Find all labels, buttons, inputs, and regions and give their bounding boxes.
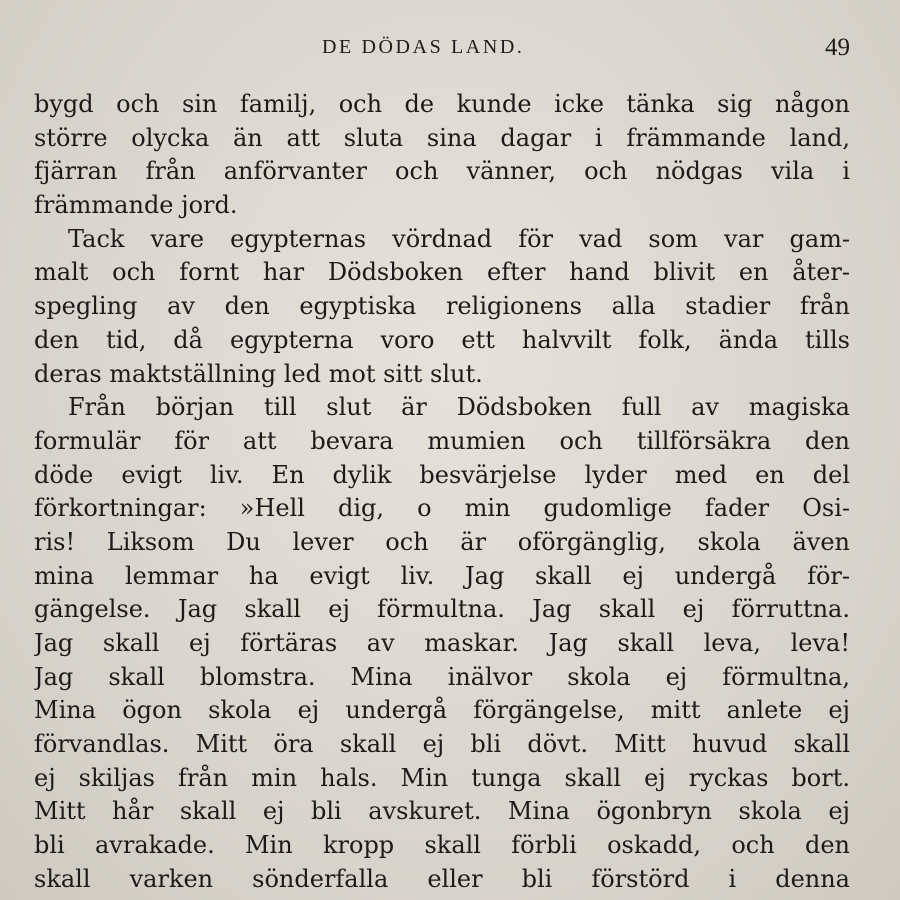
text-line: främmande jord.	[34, 191, 238, 220]
text-line: större olycka än att sluta sina dagar i främmande land,	[34, 123, 850, 152]
text-line: Mina ögon skola ej undergå förgängelse, mitt anlete ej	[34, 696, 850, 725]
text-line: Från början till slut är Dödsboken full av magiska	[68, 393, 850, 422]
text-line: Jag skall ej förtäras av maskar. Jag skall leva, leva!	[34, 629, 850, 657]
text-line: döde evigt liv. En dylik besvärjelse lyder med en del	[34, 460, 850, 489]
text-line: formulär för att bevara mumien och tillförsäkra den	[34, 426, 850, 455]
text-line: den tid, då egypterna voro ett halvvilt folk, ända tills	[34, 325, 850, 354]
text-line: malt och fornt har Dödsboken efter hand blivit en åter-	[34, 258, 850, 287]
running-title: DE DÖDAS LAND.	[322, 36, 525, 58]
text-line: förvandlas. Mitt öra skall ej bli dövt. Mitt huvud skall	[34, 730, 850, 759]
text-line: mina lemmar ha evigt liv. Jag skall ej undergå för-	[34, 561, 850, 590]
text-line: gängelse. Jag skall ej förmultna. Jag skall ej förruttna.	[34, 595, 850, 624]
text-line: skall varken sönderfalla eller bli förstörd i denna	[34, 864, 850, 893]
text-line: ris! Liksom Du lever och är oförgänglig, skola även	[34, 527, 850, 556]
running-head	[0, 34, 900, 64]
text-line: förkortningar: »Hell dig, o min gudomlige fader Osi-	[34, 494, 850, 523]
text-line: bygd och sin familj, och de kunde icke tänka sig någon	[34, 90, 850, 118]
page-number: 49	[825, 34, 850, 61]
text-line: ej skiljas från min hals. Min tunga skall ej ryckas bort.	[34, 763, 850, 792]
body-text	[34, 88, 850, 897]
text-line: Tack vare egypternas vördnad för vad som var gam-	[68, 224, 850, 253]
text-line: Jag skall blomstra. Mina inälvor skola ej förmultna,	[34, 662, 850, 691]
text-line: bli avrakade. Min kropp skall förbli oskadd, och den	[34, 831, 850, 860]
text-line: Mitt hår skall ej bli avskuret. Mina ögonbryn skola ej	[34, 797, 850, 826]
text-line: fjärran från anförvanter och vänner, och nödgas vila i	[34, 157, 850, 186]
text-line: deras maktställning led mot sitt slut.	[34, 359, 483, 388]
text-line: spegling av den egyptiska religionens alla stadier från	[34, 292, 850, 321]
